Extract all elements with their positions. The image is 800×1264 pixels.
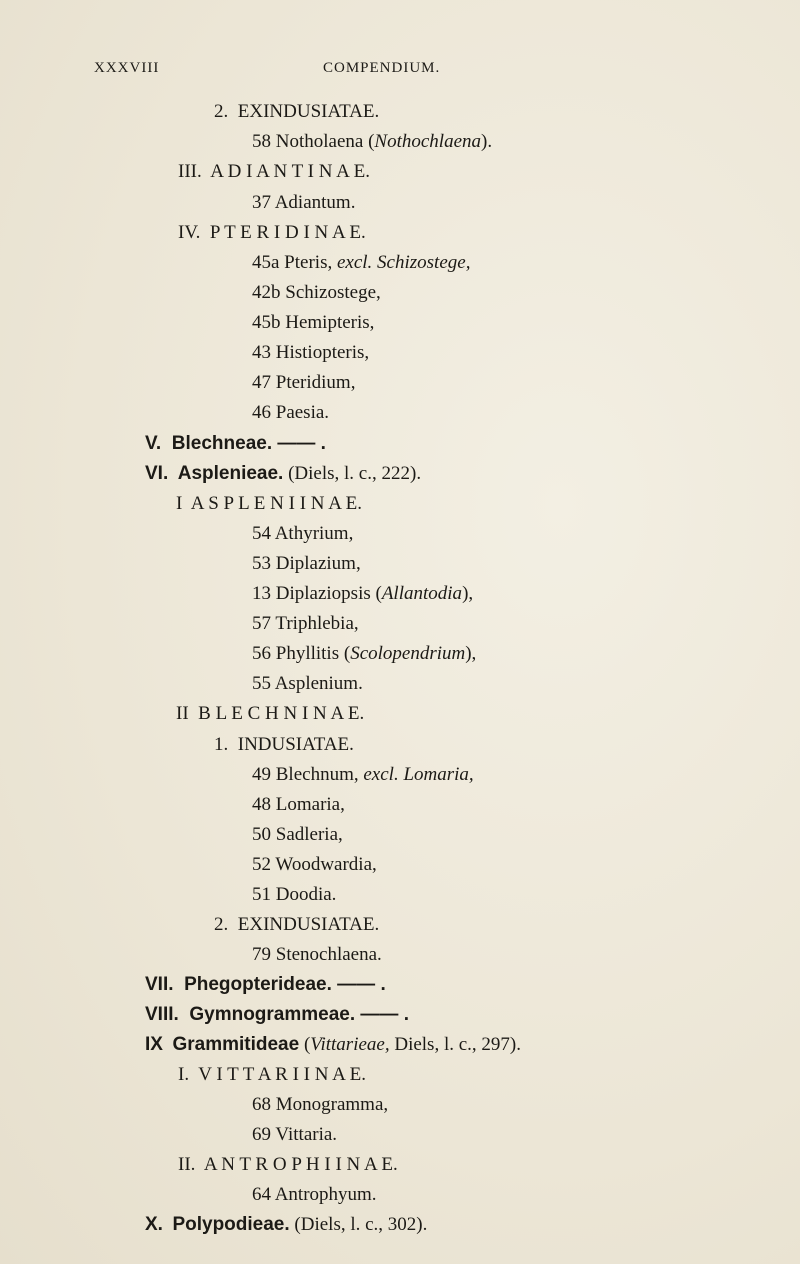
running-head xyxy=(0,60,800,84)
genus-entry: 51 Doodia. xyxy=(252,884,337,905)
subfamily-heading: I. V I T T A R I I N A E. xyxy=(178,1064,366,1085)
subfamily-heading: II. A N T R O P H I I N A E. xyxy=(178,1154,398,1175)
genus-entry: 45b Hemipteris, xyxy=(252,312,375,333)
tribe-heading: IX Grammitideae (Vittarieae, Diels, l. c., 297). xyxy=(145,1034,521,1055)
subfamily-heading: IV. P T E R I D I N A E. xyxy=(178,222,366,243)
genus-entry: 13 Diplaziopsis (Allantodia), xyxy=(252,583,474,604)
subsection-heading: 1. INDUSIATAE. xyxy=(214,734,354,755)
genus-entry: 52 Woodwardia, xyxy=(252,854,377,875)
genus-entry: 45a Pteris, excl. Schizostege, xyxy=(252,252,471,273)
subfamily-heading: II B L E C H N I N A E. xyxy=(176,703,365,724)
running-title: COMPENDIUM. xyxy=(323,60,441,76)
tribe-heading: VI. Asplenieae. (Diels, l. c., 222). xyxy=(145,463,422,484)
genus-entry: 46 Paesia. xyxy=(252,402,330,423)
subsection-heading: 2. EXINDUSIATAE. xyxy=(214,914,380,935)
genus-entry: 54 Athyrium, xyxy=(252,523,354,544)
subfamily-heading: III. A D I A N T I N A E. xyxy=(178,161,370,182)
genus-entry: 42b Schizostege, xyxy=(252,282,381,303)
genus-entry: 56 Phyllitis (Scolopendrium), xyxy=(252,643,477,664)
genus-entry: 64 Antrophyum. xyxy=(252,1184,377,1205)
genus-entry: 68 Monogramma, xyxy=(252,1094,389,1115)
page-number: XXXVIII xyxy=(94,60,160,76)
genus-entry: 57 Triphlebia, xyxy=(252,613,359,634)
genus-entry: 37 Adiantum. xyxy=(252,192,356,213)
genus-entry: 47 Pteridium, xyxy=(252,372,356,393)
genus-entry: 49 Blechnum, excl. Lomaria, xyxy=(252,764,474,785)
genus-entry: 48 Lomaria, xyxy=(252,794,345,815)
genus-entry: 69 Vittaria. xyxy=(252,1124,338,1145)
genus-entry: 55 Asplenium. xyxy=(252,673,363,694)
genus-entry: 79 Stenochlaena. xyxy=(252,944,382,965)
genus-entry: 53 Diplazium, xyxy=(252,553,361,574)
subsection-heading: 2. EXINDUSIATAE. xyxy=(214,101,380,122)
tribe-heading: VII. Phegopterideae. —— . xyxy=(145,974,386,995)
tribe-heading: VIII. Gymnogrammeae. —— . xyxy=(145,1004,409,1025)
genus-entry: 58 Notholaena (Nothochlaena). xyxy=(252,131,493,152)
genus-entry: 43 Histiopteris, xyxy=(252,342,370,363)
tribe-heading: V. Blechneae. —— . xyxy=(145,433,326,454)
tribe-heading: X. Polypodieae. (Diels, l. c., 302). xyxy=(145,1214,428,1235)
genus-entry: 50 Sadleria, xyxy=(252,824,343,845)
subfamily-heading: I A S P L E N I I N A E. xyxy=(176,493,362,514)
